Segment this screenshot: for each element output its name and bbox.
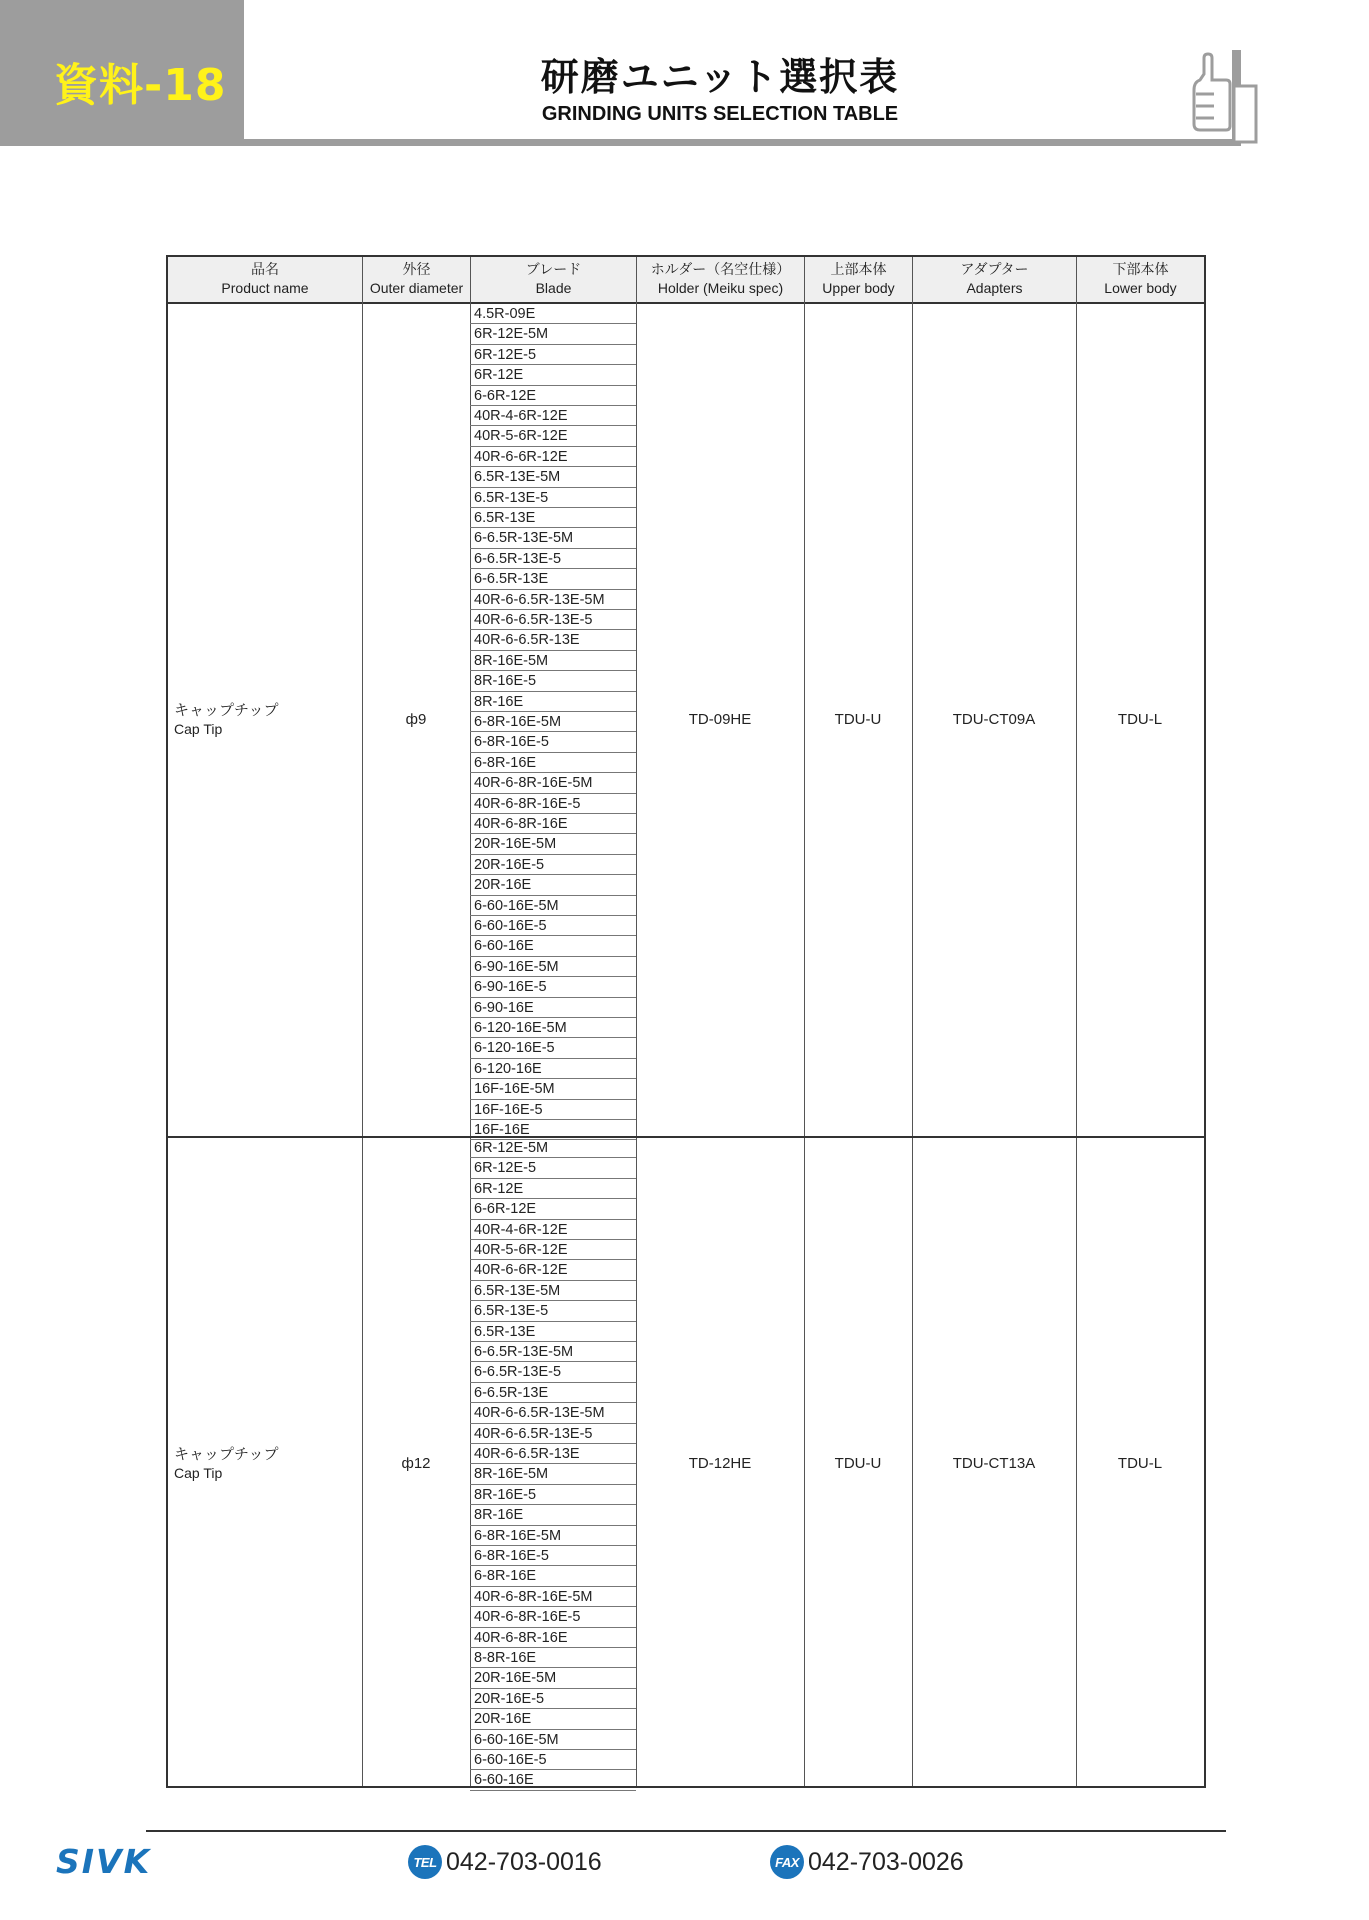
blade-row: 20R-16E-5: [470, 855, 636, 875]
blade-row: 40R-5-6R-12E: [470, 1240, 636, 1260]
blade-row: 6.5R-13E: [470, 1322, 636, 1342]
company-logo: [56, 1846, 162, 1876]
phone-badge-icon: TEL: [408, 1845, 442, 1879]
blade-row: 6.5R-13E-5: [470, 1301, 636, 1321]
blade-row: 40R-6-6.5R-13E: [470, 630, 636, 650]
blade-row: 20R-16E: [470, 1709, 636, 1729]
col-blade: ブレード Blade: [470, 257, 636, 302]
holder-cell: TD-09HE: [688, 711, 752, 728]
table-header: [168, 257, 1204, 304]
blade-row: 40R-6-6.5R-13E-5M: [470, 1403, 636, 1423]
blade-row: 6R-12E-5M: [470, 1138, 636, 1158]
fax-badge-icon: FAX: [770, 1845, 804, 1879]
blade-row: 6-120-16E: [470, 1059, 636, 1079]
product-name-cell: キャップチップ Cap Tip: [174, 1445, 279, 1481]
blade-row: 6-8R-16E-5: [470, 1546, 636, 1566]
col-divider: [1076, 257, 1077, 1786]
selection-table: [166, 255, 1206, 1788]
footer-tel: [408, 1842, 602, 1882]
blade-row: 6-60-16E: [470, 1770, 636, 1790]
fax-number: 042-703-0026: [808, 1847, 964, 1876]
blade-row: 16F-16E-5: [470, 1100, 636, 1120]
blade-row: 4.5R-09E: [470, 304, 636, 324]
holder-cell: TD-12HE: [688, 1455, 752, 1472]
blade-row: 6.5R-13E-5M: [470, 1281, 636, 1301]
footer-fax: [770, 1842, 964, 1882]
blade-row: 40R-6-8R-16E-5: [470, 794, 636, 814]
blade-row: 6-90-16E-5M: [470, 957, 636, 977]
upper-body-cell: TDU-U: [834, 711, 882, 728]
page-title-en: GRINDING UNITS SELECTION TABLE: [541, 103, 899, 125]
blade-row: 20R-16E: [470, 875, 636, 895]
blade-row: 40R-6-8R-16E: [470, 1628, 636, 1648]
blade-row: 6-8R-16E-5: [470, 732, 636, 752]
blade-row: 40R-6-6.5R-13E: [470, 1444, 636, 1464]
blade-row: 40R-6-6R-12E: [470, 447, 636, 467]
blade-row: 6-60-16E-5M: [470, 896, 636, 916]
col-divider: [804, 257, 805, 1786]
blade-row: 8-8R-16E: [470, 1648, 636, 1668]
blade-row: 16F-16E-5M: [470, 1079, 636, 1099]
outer-diameter-cell: ф12: [401, 1455, 431, 1472]
blade-row: 6-8R-16E-5M: [470, 712, 636, 732]
blade-row: 6-6R-12E: [470, 386, 636, 406]
upper-body-cell: TDU-U: [834, 1455, 882, 1472]
footer-rule: [146, 1830, 1226, 1832]
blade-row: 40R-4-6R-12E: [470, 1220, 636, 1240]
tel-number[interactable]: 042-703-0016: [446, 1847, 602, 1876]
lower-body-cell: TDU-L: [1117, 711, 1163, 728]
blade-row: 6-60-16E-5M: [470, 1730, 636, 1750]
col-holder: ホルダー（名空仕様） Holder (Meiku spec): [636, 257, 804, 302]
blade-row: 8R-16E-5: [470, 1485, 636, 1505]
blade-row: 40R-6-6.5R-13E-5M: [470, 590, 636, 610]
blade-row: 6R-12E: [470, 1179, 636, 1199]
group-divider: [168, 1136, 1204, 1138]
blade-row: 8R-16E-5M: [470, 1464, 636, 1484]
document-code: 資料-18: [54, 60, 227, 111]
blade-row: 20R-16E-5: [470, 1689, 636, 1709]
blade-row: 6-6.5R-13E-5M: [470, 1342, 636, 1362]
blade-row: 40R-6-6.5R-13E-5: [470, 610, 636, 630]
product-name-cell: キャップチップ Cap Tip: [174, 701, 279, 737]
blade-row: 6-6.5R-13E: [470, 569, 636, 589]
blade-row: 6R-12E-5: [470, 1158, 636, 1178]
blade-row: 8R-16E-5M: [470, 651, 636, 671]
blade-row: 6-8R-16E: [470, 753, 636, 773]
col-outer-diameter: 外径 Outer diameter: [362, 257, 470, 302]
blade-row: 6.5R-13E-5M: [470, 467, 636, 487]
blade-row: 6-90-16E-5: [470, 977, 636, 997]
blade-row: 8R-16E: [470, 692, 636, 712]
header-tab: [0, 0, 244, 146]
blade-row: 6-8R-16E: [470, 1566, 636, 1586]
blade-row: 6.5R-13E-5: [470, 488, 636, 508]
blade-row: 6R-12E-5: [470, 345, 636, 365]
blade-row: 16F-16E: [470, 1120, 636, 1140]
blade-row: 6-6.5R-13E-5: [470, 1362, 636, 1382]
blade-row: 8R-16E: [470, 1505, 636, 1525]
blade-row: 40R-6-8R-16E-5M: [470, 773, 636, 793]
blade-row: 40R-6-6.5R-13E-5: [470, 1424, 636, 1444]
blade-row: 6R-12E-5M: [470, 324, 636, 344]
page-title-jp: 研磨ユニット選択表: [540, 55, 900, 99]
lower-body-cell: TDU-L: [1117, 1455, 1163, 1472]
blade-row: 20R-16E-5M: [470, 834, 636, 854]
blade-row: 40R-6-8R-16E: [470, 814, 636, 834]
col-upper-body: 上部本体 Upper body: [804, 257, 912, 302]
blade-row: 6-60-16E: [470, 936, 636, 956]
blade-row: 6-120-16E-5M: [470, 1018, 636, 1038]
col-product-name: 品名 Product name: [221, 262, 309, 296]
blade-row: 6-6R-12E: [470, 1199, 636, 1219]
blade-row: 40R-6-8R-16E-5: [470, 1607, 636, 1627]
blade-row: 40R-5-6R-12E: [470, 426, 636, 446]
blade-row: 6.5R-13E: [470, 508, 636, 528]
blade-row: 6-90-16E: [470, 998, 636, 1018]
blade-row: 40R-6-6R-12E: [470, 1260, 636, 1280]
col-adapters: アダプター Adapters: [912, 257, 1076, 302]
blade-row: 6-6.5R-13E-5: [470, 549, 636, 569]
adapter-cell: TDU-CT09A: [952, 711, 1036, 728]
blade-row: 40R-4-6R-12E: [470, 406, 636, 426]
col-divider: [636, 257, 637, 1786]
blade-row: 6-6.5R-13E: [470, 1383, 636, 1403]
col-divider: [362, 257, 363, 1786]
blade-row: 40R-6-8R-16E-5M: [470, 1587, 636, 1607]
svg-text:SIVK: SIVK: [56, 1846, 152, 1876]
blade-row: 20R-16E-5M: [470, 1668, 636, 1688]
blade-row: 6R-12E: [470, 365, 636, 385]
blade-row: 6-120-16E-5: [470, 1038, 636, 1058]
col-lower-body: 下部本体 Lower body: [1076, 257, 1204, 302]
pointing-hand-icon: [1190, 50, 1260, 146]
blade-row: 6-8R-16E-5M: [470, 1526, 636, 1546]
blade-row: 8R-16E-5: [470, 671, 636, 691]
blade-row: 6-6.5R-13E-5M: [470, 528, 636, 548]
blade-row: 6-60-16E-5: [470, 1750, 636, 1770]
header-rule: [244, 139, 1234, 146]
outer-diameter-cell: ф9: [405, 711, 427, 728]
adapter-cell: TDU-CT13A: [952, 1455, 1036, 1472]
col-divider: [912, 257, 913, 1786]
blade-row: 6-60-16E-5: [470, 916, 636, 936]
